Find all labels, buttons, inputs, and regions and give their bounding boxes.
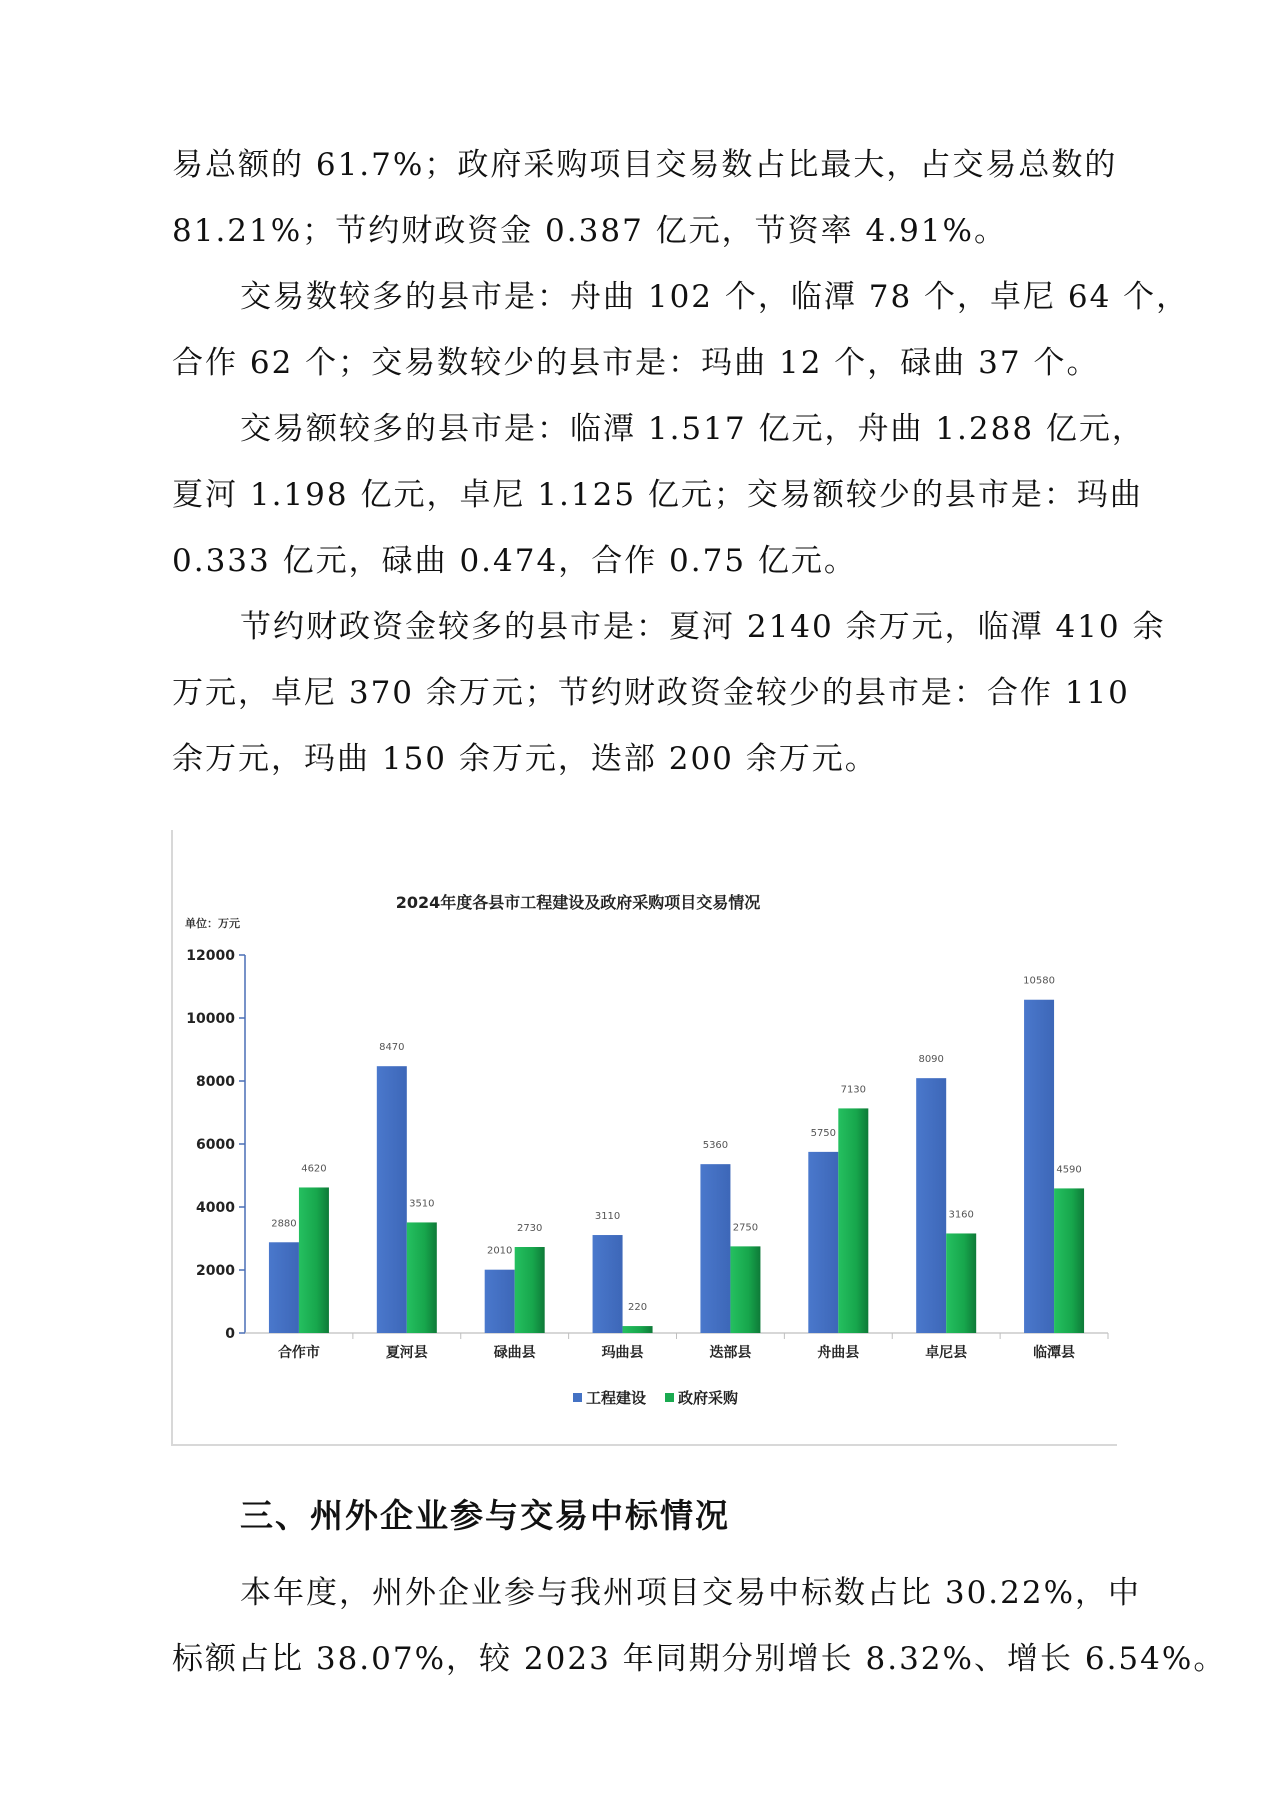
bar-engineering: [485, 1270, 515, 1333]
bar-procurement: [407, 1222, 437, 1333]
y-tick-label: 4000: [196, 1200, 235, 1216]
paragraph-3: [172, 396, 1145, 594]
data-label: 4620: [301, 1163, 327, 1175]
paragraph-line: 0.333 亿元，碌曲 0.474，合作 0.75 亿元。: [172, 543, 857, 579]
x-axis: [245, 1333, 1108, 1361]
bar-procurement: [946, 1233, 976, 1333]
bar-procurement: [1054, 1188, 1084, 1333]
data-label: 8470: [379, 1042, 405, 1054]
bar-chart: [171, 830, 1117, 1446]
bar-engineering: [269, 1242, 299, 1333]
y-tick-label: 10000: [186, 1011, 235, 1027]
bar-procurement: [838, 1108, 868, 1333]
data-label: 2010: [486, 1245, 513, 1257]
y-tick-label: 2000: [196, 1263, 235, 1279]
bar-engineering: [808, 1152, 838, 1333]
paragraph-line: 81.21%；节约财政资金 0.387 亿元，节资率 4.91%。: [172, 213, 1007, 249]
y-axis: [186, 948, 245, 1342]
paragraph-line: 万元，卓尼 370 余万元；节约财政资金较少的县市是：合作 110: [172, 675, 1130, 711]
y-tick-label: 12000: [186, 948, 235, 964]
bar-procurement: [299, 1187, 329, 1333]
bar-engineering: [377, 1066, 407, 1333]
x-tick-label: 玛曲县: [601, 1345, 644, 1361]
data-label: 7130: [840, 1084, 867, 1096]
data-label: 3160: [948, 1209, 974, 1221]
bars-group: [269, 976, 1084, 1333]
chart-title: 2024年度各县市工程建设及政府采购项目交易情况: [395, 893, 761, 912]
data-label: 3110: [594, 1211, 621, 1223]
data-label: 4590: [1056, 1164, 1082, 1176]
data-label: 2750: [732, 1222, 759, 1234]
paragraph-4: [172, 594, 1166, 792]
data-label: 3510: [409, 1198, 435, 1210]
y-tick-label: 8000: [196, 1074, 235, 1090]
legend-swatch: [665, 1393, 674, 1402]
x-tick-label: 合作市: [277, 1345, 320, 1361]
x-tick-label: 舟曲县: [817, 1345, 860, 1361]
paragraph-line: 本年度，州外企业参与我州项目交易中标数占比 30.22%，中: [240, 1575, 1142, 1611]
x-tick-label: 迭部县: [709, 1345, 752, 1361]
data-label: 2730: [516, 1223, 543, 1235]
bar-procurement: [623, 1326, 653, 1333]
section-heading: 三、州外企业参与交易中标情况: [240, 1496, 730, 1535]
data-label: 8090: [918, 1054, 944, 1066]
data-label: 220: [628, 1302, 648, 1314]
legend-label: 工程建设: [586, 1389, 647, 1407]
bar-chart-svg: [173, 830, 1117, 1444]
legend: [573, 1389, 738, 1407]
data-label: 5360: [702, 1140, 729, 1152]
paragraph-line: 交易额较多的县市是：临潭 1.517 亿元，舟曲 1.288 亿元，: [240, 411, 1145, 447]
bar-procurement: [515, 1247, 545, 1333]
paragraph-5: [172, 1560, 1227, 1692]
x-tick-label: 卓尼县: [925, 1345, 968, 1361]
bar-engineering: [916, 1078, 946, 1333]
legend-swatch: [573, 1393, 582, 1402]
y-tick-label: 6000: [196, 1137, 235, 1153]
paragraph-line: 标额占比 38.07%，较 2023 年同期分别增长 8.32%、增长 6.54%。: [172, 1641, 1227, 1677]
paragraph-2: [172, 264, 1190, 396]
unit-label: 单位：万元: [185, 917, 240, 930]
data-label: 5750: [810, 1127, 837, 1139]
paragraph-line: 节约财政资金较多的县市是：夏河 2140 余万元，临潭 410 余: [240, 609, 1166, 645]
paragraph-line: 余万元，玛曲 150 余万元，迭部 200 余万元。: [172, 741, 878, 777]
bar-engineering: [593, 1235, 623, 1333]
x-tick-label: 夏河县: [385, 1345, 428, 1361]
data-label: 10580: [1023, 975, 1055, 987]
bar-engineering: [700, 1164, 730, 1333]
paragraph-line: 合作 62 个；交易数较少的县市是：玛曲 12 个，碌曲 37 个。: [172, 345, 1100, 381]
legend-label: 政府采购: [678, 1389, 739, 1407]
paragraph-line: 交易数较多的县市是：舟曲 102 个，临潭 78 个，卓尼 64 个，: [240, 279, 1190, 315]
x-tick-label: 碌曲县: [493, 1345, 536, 1361]
bar-engineering: [1024, 1000, 1054, 1333]
data-label: 2880: [271, 1218, 297, 1230]
paragraph-1: [172, 132, 1122, 264]
x-tick-label: 临潭县: [1033, 1345, 1076, 1361]
y-tick-label: 0: [225, 1326, 235, 1342]
paragraph-line: 易总额的 61.7%；政府采购项目交易数占比最大，占交易总数的: [172, 147, 1118, 183]
bar-procurement: [730, 1246, 760, 1333]
paragraph-line: 夏河 1.198 亿元，卓尼 1.125 亿元；交易额较少的县市是：玛曲: [172, 477, 1143, 513]
